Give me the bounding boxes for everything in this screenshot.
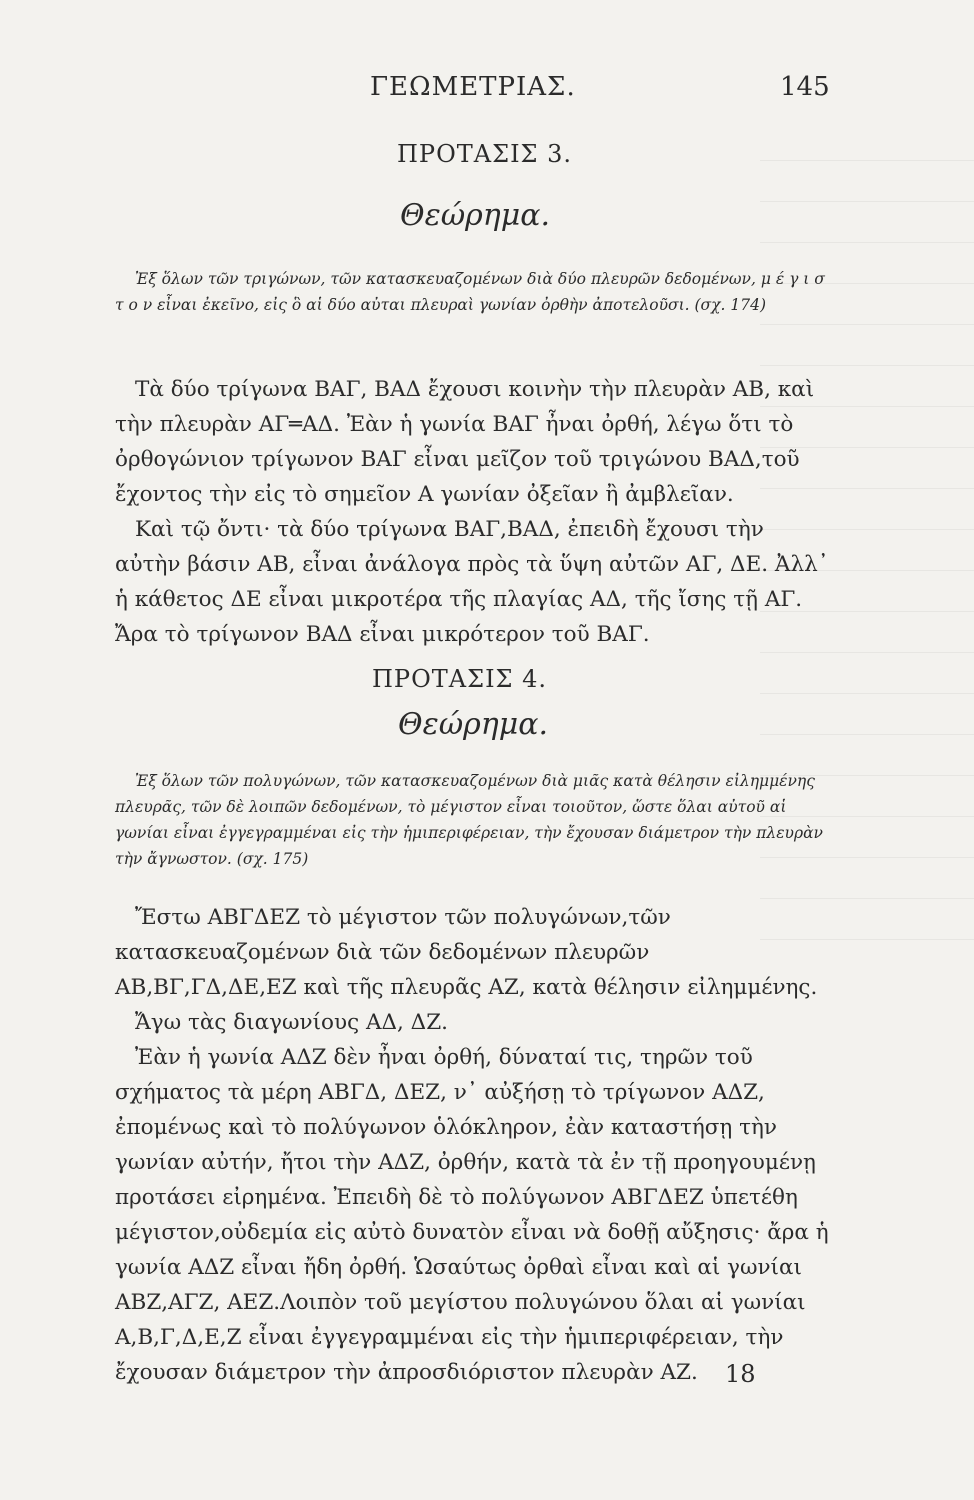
proposition-4-enunciation bbox=[115, 768, 835, 872]
paragraph: Ἄγω τὰς διαγωνίους ΑΔ, ΔΖ. bbox=[135, 1010, 448, 1035]
page-header bbox=[120, 72, 830, 112]
paragraph: Ἐὰν ἡ γωνία ΑΔΖ δὲν ἦναι ὀρθή, δύναταί τις, τηρῶν τοῦ σχήματος τὰ μέρη ΑΒΓΔ, ΔΕΖ, ν᾽ αὐξήσῃ τὸ τρίγωνον ΑΔΖ, ἐπομένως καὶ τὸ πολύγωνον ὁλόκληρον, ἐὰν καταστήσῃ τὴν γωνίαν αὐτήν, ἤτοι τὴν ΑΔΖ, ὀρθήν, κατὰ τὰ ἐν τῇ προηγουμένῃ προτάσει εἰρημένα. Ἐπειδὴ δὲ τὸ πολύγωνον ΑΒΓΔΕΖ ὑπετέθη μέγιστον,οὐδεμία εἰς αὐτὸ δυνατὸν εἶναι νὰ δοθῇ αὔξησις· ἄρα ἡ γωνία ΑΔΖ εἶναι ἤδη ὀρθή. Ὡσαύτως ὀρθαὶ εἶναι καὶ αἱ γωνίαι ΑΒΖ,ΑΓΖ, ΑΕΖ.Λοιπὸν τοῦ μεγίστου πολυγώνου ὅλαι αἱ γωνίαι Α,Β,Γ,Δ,Ε,Ζ εἶναι ἐγγεγραμμέναι εἰς τὴν ἡμιπεριφέρειαν, τὴν ἔχουσαν διάμετρον τὴν ἀπροσδιόριστον πλευρὰν ΑΖ. bbox=[115, 1045, 836, 1385]
paragraph: Ἔστω ΑΒΓΔΕΖ τὸ μέγιστον τῶν πολυγώνων,τῶν κατασκευαζομένων διὰ τῶν δεδομένων πλευρῶν ΑΒ,ΒΓ,ΓΔ,ΔΕ,ΕΖ καὶ τῆς πλευρᾶς ΑΖ, κατὰ θέλησιν εἰλημμένης. bbox=[115, 905, 818, 1000]
page-number: 145 bbox=[780, 72, 830, 102]
proposition-3-heading: ΠΡΟΤΑΣΙΣ 3. bbox=[397, 140, 573, 168]
enunciation-text: Ἐξ ὅλων τῶν πολυγώνων, τῶν κατασκευαζομένων διὰ μιᾶς κατὰ θέλησιν εἰλημμένης πλευρᾶς, τῶν δὲ λοιπῶν δεδομένων, τὸ μέγιστον εἶναι τοιοῦτον, ὥστε ὅλαι αὐτοῦ αἱ γωνίαι εἶναι ἐγγεγραμμέναι εἰς τὴν ἡμιπεριφέρειαν, τὴν ἔχουσαν διάμετρον τὴν πλευρὰν τὴν ἄγνωστον. (σχ. 175) bbox=[115, 772, 828, 868]
paragraph: Τὰ δύο τρίγωνα ΒΑΓ, ΒΑΔ ἔχουσι κοινὴν τὴν πλευρὰν ΑΒ, καὶ τὴν πλευρὰν ΑΓ═ΑΔ. Ἐὰν ἡ γωνία ΒΑΓ ἦναι ὀρθή, λέγω ὅτι τὸ ὀρθογώνιον τρίγωνον ΒΑΓ εἶναι μεῖζον τοῦ τριγώνου ΒΑΔ,τοῦ ἔχοντος τὴν εἰς τὸ σημεῖον Α γωνίαν ὀξεῖαν ἢ ἀμβλεῖαν. bbox=[115, 377, 821, 507]
proposition-4-body bbox=[115, 900, 835, 1390]
proposition-4-heading: ΠΡΟΤΑΣΙΣ 4. bbox=[372, 665, 548, 693]
proposition-3-enunciation bbox=[115, 266, 835, 318]
running-title: ΓΕΩΜΕΤΡΙΑΣ. bbox=[370, 72, 576, 102]
proposition-3-subheading: Θεώρημα. bbox=[400, 198, 551, 233]
proposition-4-subheading: Θεώρημα. bbox=[398, 707, 549, 742]
enunciation-text: Ἐξ ὅλων τῶν τριγώνων, τῶν κατασκευαζομένων διὰ δύο πλευρῶν δεδομένων, μ έ γ ι σ τ ο ν εἶναι ἐκεῖνο, εἰς ὃ αἱ δύο αὐται πλευραὶ γωνίαν ὀρθὴν ἀποτελοῦσι. (σχ. 174) bbox=[115, 270, 830, 314]
proposition-3-body bbox=[115, 372, 835, 652]
paragraph: Καὶ τῷ ὄντι· τὰ δύο τρίγωνα ΒΑΓ,ΒΑΔ, ἐπειδὴ ἔχουσι τὴν αὐτὴν βάσιν ΑΒ, εἶναι ἀνάλογα πρὸς τὰ ὕψη αὐτῶν ΑΓ, ΔΕ. Ἀλλ᾽ ἡ κάθετος ΔΕ εἶναι μικροτέρα τῆς πλαγίας ΑΔ, τῆς ἴσης τῇ ΑΓ. Ἄρα τὸ τρίγωνον ΒΑΔ εἶναι μικρότερον τοῦ ΒΑΓ. bbox=[115, 517, 836, 647]
printer-signature: 18 bbox=[725, 1360, 756, 1388]
